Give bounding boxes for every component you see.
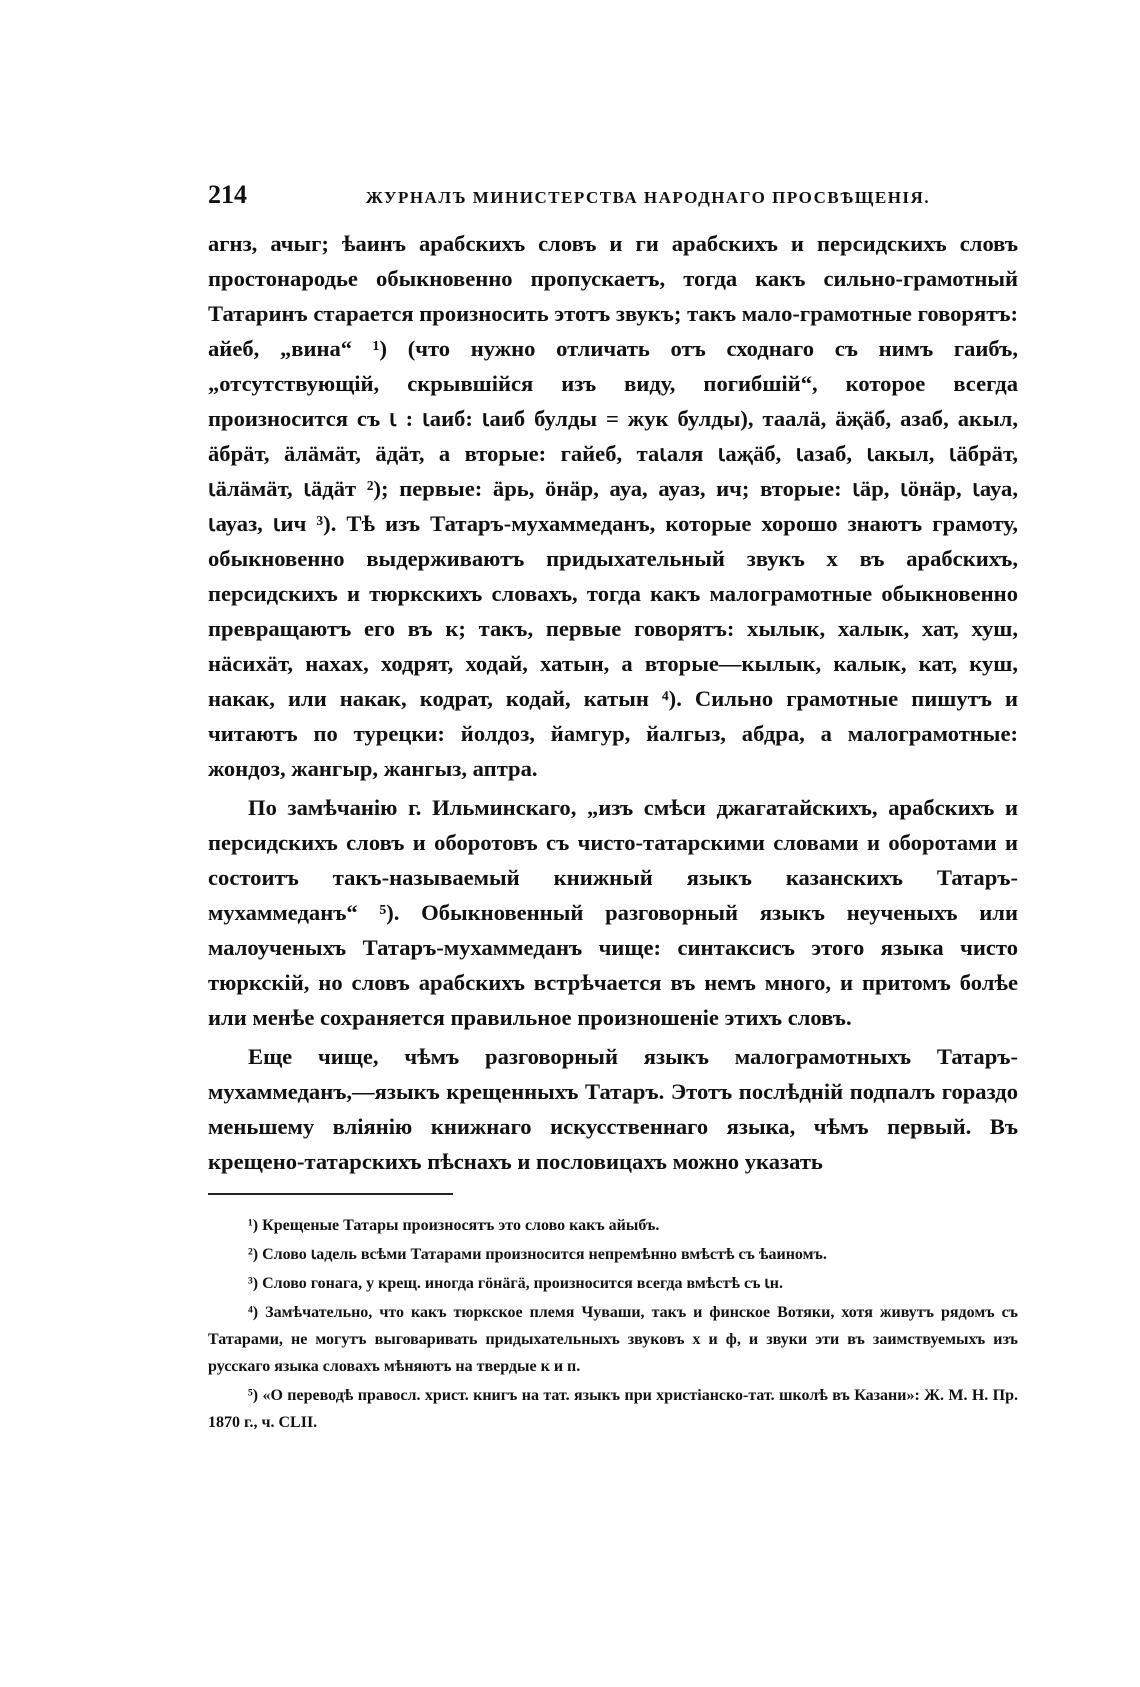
footnote-3: ³) Слово гонага, у крещ. иногда гӧнӓгӓ, произносится всегда вмѣстѣ съ ꙇн.: [248, 1275, 784, 1292]
paragraph-1: агнз, ачыг; ѣаинъ арабскихъ словъ и ги арабскихъ и персидскихъ словъ простонародье обыкновенно пропускаетъ, тогда какъ сильно-грамотный Татаринъ старается произносить этотъ звукъ; такъ мало-грамотные говорятъ: айеб, „вина“ ¹) (что нужно отличать отъ сходнаго съ нимъ гаибъ, „отсутствующій, скрывшійся изъ виду, погибшій“, которое всегда произносится съ ꙇ : ꙇаиб: ꙇаиб булды = жук булды), таалӓ, ӓҗӓб, азаб, акыл, ӓбрӓт, ӓлӓмӓт, ӓдӓт, а вторые: гайеб, таꙇаля ꙇаҗӓб, ꙇазаб, ꙇакыл, ꙇӓбрӓт, ꙇӓлӓмӓт, ꙇӓдӓт ²); первые: ӓрь, ӧнӓр, ауа, ауаз, ич; вторые: ꙇӓр, ꙇӧнӓр, ꙇауа, ꙇауаз, ꙇич ³). Тѣ изъ Татаръ-мухаммеданъ, которые хорошо знаютъ грамоту, обыкновенно выдерживаютъ придыхательный звукъ х въ арабскихъ, персидскихъ и тюркскихъ словахъ, тогда какъ малограмотные обыкновенно превращаютъ его въ к; такъ, первые говорятъ: хылык, халык, хат, хуш, нӓсихӓт, нахах, ходрят, ходай, хатын, а вторые—кылык, калык, кат, куш, накак, или накак, кодрат, кодай, катын ⁴). Сильно грамотные пишутъ и читаютъ по турецки: йолдоз, йамгур, йалгыз, абдра, а малограмотные: жондоз, жангыр, жангыз, аптра.: [208, 231, 1018, 781]
footnote-5: ⁵) «О переводѣ правосл. христ. книгъ на тат. языкъ при христіанско-тат. школѣ въ Казани»: Ж. М. Н. Пр. 1870 г., ч. CLII.: [208, 1387, 1018, 1431]
footnote-divider: [208, 1193, 453, 1195]
footnotes: [208, 1212, 1018, 1438]
paragraph-3: Еще чище, чѣмъ разговорный языкъ малограмотныхъ Татаръ-мухаммеданъ,—языкъ крещенныхъ Татаръ. Этотъ послѣдній подпалъ гораздо меньшему вліянію книжнаго искусственнаго языка, чѣмъ первый. Въ крещено-татарскихъ пѣснахъ и пословицахъ можно указать: [208, 1044, 1018, 1174]
page-number: 214: [208, 180, 247, 209]
page-header: [208, 180, 1018, 210]
paragraph-2: По замѣчанію г. Ильминскаго, „изъ смѣси джагатайскихъ, арабскихъ и персидскихъ словъ и оборотовъ съ чисто-татарскими словами и оборотами и состоитъ такъ-называемый книжный языкъ казанскихъ Татаръ-мухаммеданъ“ ⁵). Обыкновенный разговорный языкъ неученыхъ или малоученыхъ Татаръ-мухаммеданъ чище: синтаксисъ этого языка чисто тюркскій, но словъ арабскихъ встрѣчается въ немъ много, и притомъ болѣе или менѣе сохраняется правильное произношеніе этихъ словъ.: [208, 795, 1018, 1030]
running-title: ЖУРНАЛЪ МИНИСТЕРСТВА НАРОДНАГО ПРОСВѢЩЕНІЯ.: [365, 188, 931, 207]
footnote-2: ²) Слово ꙇадель всѣми Татарами произносится непремѣнно вмѣстѣ съ ѣаиномъ.: [248, 1246, 827, 1263]
footnote-1: ¹) Крещеные Татары произносятъ это слово какъ айыбъ.: [248, 1217, 660, 1234]
footnote-4: ⁴) Замѣчательно, что какъ тюркское племя Чуваши, такъ и финское Вотяки, хотя живутъ рядомъ съ Татарами, не могутъ выговаривать придыхательныхъ звуковъ х и ф, и звуки эти въ заимствуемыхъ изъ русскаго языка словахъ мѣняютъ на твердые к и п.: [208, 1304, 1018, 1375]
main-text: [208, 226, 1018, 1179]
